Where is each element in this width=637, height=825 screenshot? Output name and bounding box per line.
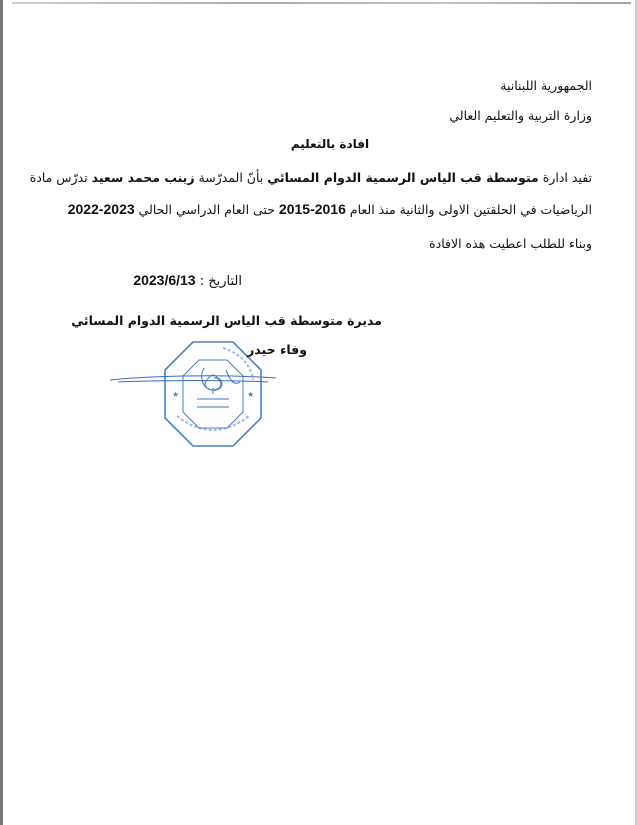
body-line-2 [68,201,592,217]
date-line [133,272,242,289]
years-from: 2015-2016 [278,201,346,217]
body-prefix: تفيد ادارة [538,170,592,185]
header-republic: الجمهورية اللبنانية [500,78,592,93]
stamp-star-left: ★ [172,390,180,399]
header-ministry: وزارة التربية والتعليم العالي [449,108,592,123]
body-line-3: وبناء للطلب اعطيت هذه الافادة [429,236,592,251]
teacher-name: زينب محمد سعيد [91,170,195,185]
stamp-inner-text-line-2 [197,406,229,408]
body-line-1 [30,170,592,185]
body-text-b: حتى العام الدراسي الحالي [134,202,279,217]
scan-edge-left [0,0,3,825]
scan-edge-top [12,2,631,4]
handwritten-signature [108,360,278,400]
signatory-name: وفاء حيدر [247,342,307,357]
body-suffix: تدرّس مادة [29,170,92,185]
date-label: التاريخ : [195,274,242,289]
body-middle: بأنّ المدرّسة [194,170,268,185]
years-to: 2022-2023 [67,201,135,217]
stamp-star-right: ★ [247,390,255,399]
school-name: متوسطة قب الياس الرسمية الدوام المسائي [267,170,539,185]
document-title: افادة بالتعليم [290,137,370,151]
date-value: 2023/6/13 [133,272,196,288]
body-text-a: الرياضيات في الحلقتين الاولى والثانية منذ العام [345,202,592,217]
signatory-title: مديرة متوسطة قب الياس الرسمية الدوام المسائي [71,313,382,328]
